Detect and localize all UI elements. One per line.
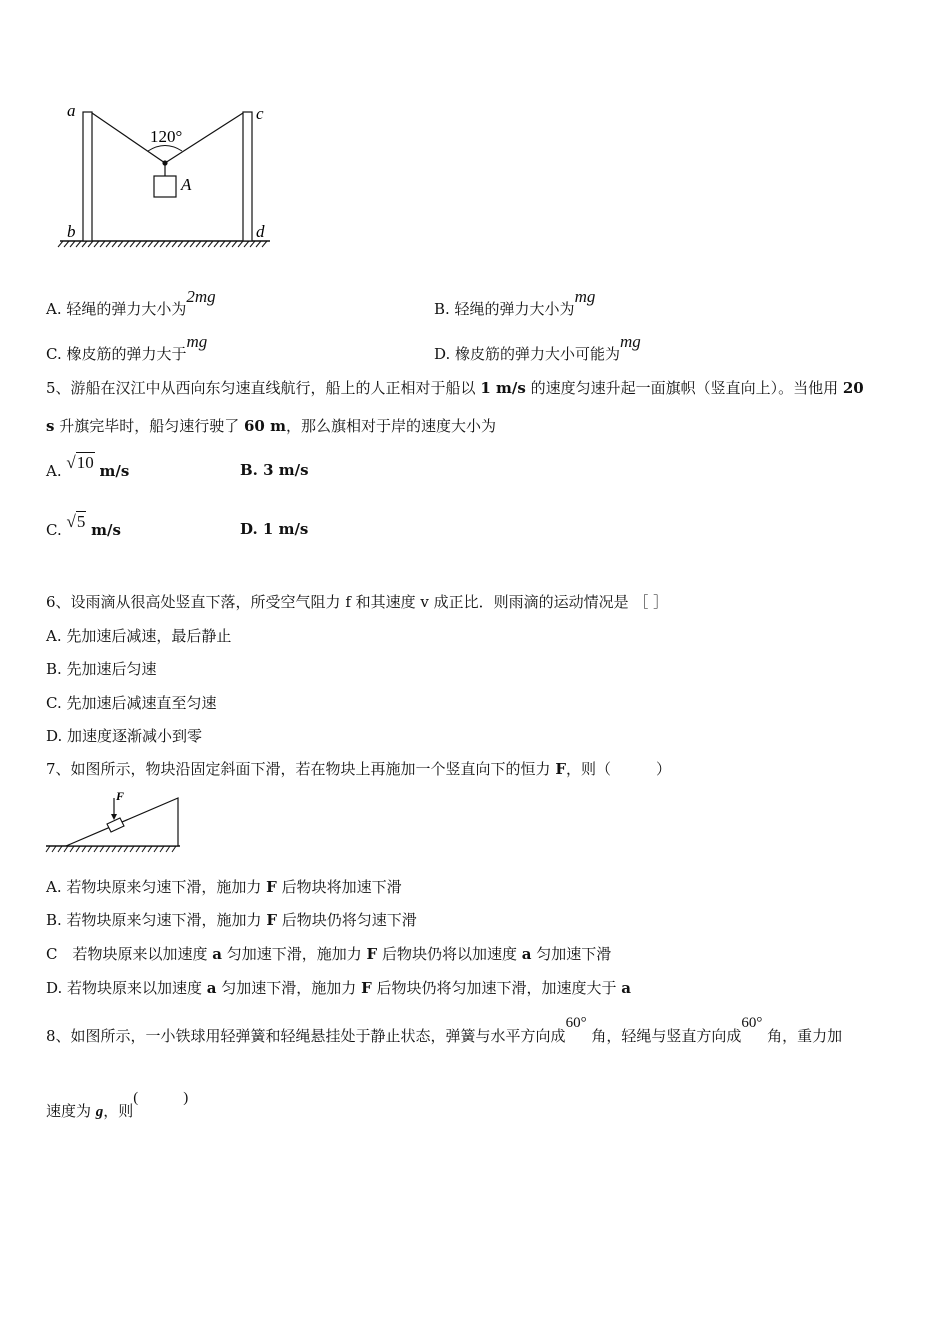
q7-stem xyxy=(46,758,671,779)
q7-force: F xyxy=(555,760,566,778)
q4-option-a xyxy=(46,287,216,319)
q7-option-c-text: 匀加速下滑 xyxy=(531,945,612,963)
q7-option-b xyxy=(46,909,417,930)
q5-time-unit: s xyxy=(46,417,55,435)
q8-angle-spring: 60° xyxy=(565,1015,587,1031)
q5-option-c xyxy=(46,512,121,540)
q5-stem-text: 的速度匀速升起一面旗帜（竖直向上）。当他用 xyxy=(525,379,843,397)
q5-option-b: B. 3 m/s xyxy=(240,461,309,479)
q7-option-b-force: F xyxy=(266,911,277,929)
incline-force-label: F xyxy=(116,789,125,803)
q5-distance: 60 m xyxy=(244,417,286,435)
q5-option-a-unit: m/s xyxy=(99,462,130,480)
q4-option-c-text: C. 橡皮筋的弹力大于 xyxy=(46,345,187,363)
q5-option-a-radicand: 10 xyxy=(76,453,94,472)
q4-option-d-text: D. 橡皮筋的弹力大小可能为 xyxy=(434,345,621,363)
q5-stem-text: 5、游船在汉江中从西向东匀速直线航行，船上的人正相对于船以 xyxy=(46,379,481,397)
q8-stem-text: 角，重力加 xyxy=(767,1027,843,1045)
label-d: d xyxy=(256,222,265,241)
label-c: c xyxy=(256,104,264,123)
q6-option-a: A. 先加速后减速，最后静止 xyxy=(46,627,232,645)
q5-option-c-label: C. xyxy=(46,521,62,539)
label-a: a xyxy=(67,101,76,120)
q7-option-b-text: B. 若物块原来匀速下滑，施加力 xyxy=(46,911,267,929)
figure-incline xyxy=(44,788,184,858)
q8-stem-line1 xyxy=(46,1015,843,1046)
q7-option-a-text: 后物块将加速下滑 xyxy=(276,878,402,896)
q5-stem-line2 xyxy=(46,415,496,436)
q7-option-c-text: C 若物块原来以加速度 xyxy=(46,945,213,963)
q7-option-d xyxy=(46,977,631,998)
q7-option-c-accel: a xyxy=(212,945,222,963)
q5-option-a-sqrt: √10 xyxy=(66,453,94,472)
q7-option-c-accel: a xyxy=(521,945,532,963)
label-b: b xyxy=(67,222,76,241)
q7-option-d-force: F xyxy=(361,979,372,997)
q6-option-b: B. 先加速后匀速 xyxy=(46,660,157,678)
q5-stem-text: ，那么旗相对于岸的速度大小为 xyxy=(285,417,496,435)
q4-option-d xyxy=(434,332,641,364)
q7-option-c-text: 匀加速下滑，施加力 xyxy=(221,945,367,963)
q4-option-a-text: A. 轻绳的弹力大小为 xyxy=(46,300,187,318)
q7-option-c-text: 后物块仍将以加速度 xyxy=(377,945,522,963)
q4-option-b-math: mg xyxy=(574,287,596,306)
left-post xyxy=(83,112,92,241)
q7-option-a-force: F xyxy=(266,878,277,896)
right-post xyxy=(243,112,252,241)
q8-angle-rope: 60° xyxy=(741,1015,763,1031)
q4-option-d-math: mg xyxy=(620,332,641,351)
q5-option-c-unit: m/s xyxy=(91,521,121,539)
block-a xyxy=(154,176,176,197)
q8-gravity-symbol: g xyxy=(95,1104,104,1120)
q8-stem-text: 8、如图所示，一小铁球用轻弹簧和轻绳悬挂处于静止状态，弹簧与水平方向成 xyxy=(46,1027,566,1045)
q4-option-b-text: B. 轻绳的弹力大小为 xyxy=(434,300,575,318)
label-angle: 120° xyxy=(150,127,183,146)
q6-option-c: C. 先加速后减速直至匀速 xyxy=(46,694,217,712)
q7-stem-text: ，则（ ） xyxy=(565,760,671,778)
q7-option-b-text: 后物块仍将匀速下滑 xyxy=(277,911,417,929)
figure-rope-posts xyxy=(55,100,280,250)
q4-option-a-math: 2mg xyxy=(186,287,216,306)
q7-option-d-text: 后物块仍将匀加速下滑，加速度大于 xyxy=(371,979,622,997)
q7-option-d-text: D. 若物块原来以加速度 xyxy=(46,979,207,997)
q8-answer-blank: ( ) xyxy=(133,1090,189,1106)
q5-option-d: D. 1 m/s xyxy=(240,520,309,538)
q7-option-d-text: 匀加速下滑，施加力 xyxy=(216,979,362,997)
q5-option-a-label: A. xyxy=(46,462,62,480)
q7-option-c-force: F xyxy=(366,945,378,963)
q7-option-a xyxy=(46,876,402,897)
q5-stem-text: 升旗完毕时，船匀速行驶了 xyxy=(54,417,244,435)
q6-stem: 6、设雨滴从很高处竖直下落，所受空气阻力 f 和其速度 v 成正比．则雨滴的运动情况是 ［ ］ xyxy=(46,593,669,611)
q5-time: 20 xyxy=(842,379,864,397)
q8-stem-line2 xyxy=(46,1090,189,1121)
q4-option-b xyxy=(434,287,596,319)
q4-option-c-math: mg xyxy=(186,332,208,351)
q7-option-d-accel: a xyxy=(621,979,632,997)
q8-stem-text: 角，轻绳与竖直方向成 xyxy=(591,1027,742,1045)
q4-option-c xyxy=(46,332,208,364)
label-block-a: A xyxy=(181,175,192,194)
q7-option-d-accel: a xyxy=(206,979,217,997)
q5-option-a xyxy=(46,453,130,481)
q5-speed: 1 m/s xyxy=(480,379,526,397)
q8-stem-text: ，则 xyxy=(103,1102,134,1120)
q7-option-a-text: A. 若物块原来匀速下滑，施加力 xyxy=(46,878,267,896)
q7-stem-text: 7、如图所示，物块沿固定斜面下滑，若在物块上再施加一个竖直向下的恒力 xyxy=(46,760,556,778)
q5-option-c-sqrt: √5 xyxy=(66,512,86,531)
q5-stem-line1 xyxy=(46,377,864,398)
q7-option-c xyxy=(46,943,611,964)
q6-option-d: D. 加速度逐渐减小到零 xyxy=(46,727,203,745)
q8-stem-text: 速度为 xyxy=(46,1102,96,1120)
q5-option-c-radicand: 5 xyxy=(76,512,86,531)
